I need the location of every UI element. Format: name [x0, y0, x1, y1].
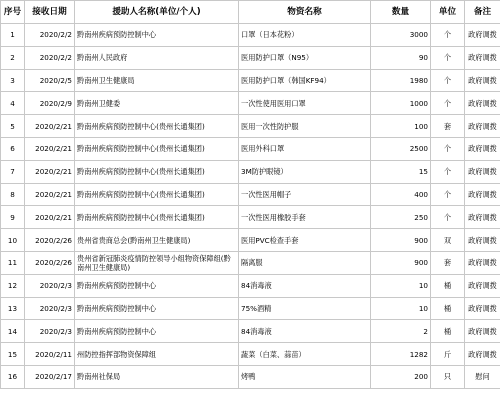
row-donor: 黔南州疾病预防控制中心 — [75, 320, 239, 343]
row-number: 14 — [1, 320, 25, 343]
row-number: 6 — [1, 137, 25, 160]
row-item: 一次性使用医用口罩 — [239, 92, 371, 115]
row-note: 政府调拨 — [465, 115, 500, 138]
row-unit: 个 — [431, 183, 465, 206]
row-item: 口罩（日本花粉） — [239, 24, 371, 47]
row-note: 政府调拨 — [465, 343, 500, 366]
row-date: 2020/2/3 — [25, 320, 75, 343]
row-quantity: 15 — [371, 160, 431, 183]
row-item: 84消毒液 — [239, 274, 371, 297]
row-note: 政府调拨 — [465, 297, 500, 320]
row-quantity: 3000 — [371, 24, 431, 47]
row-item: 3M防护眼镜） — [239, 160, 371, 183]
row-note: 政府调拨 — [465, 24, 500, 47]
row-quantity: 10 — [371, 274, 431, 297]
row-number: 3 — [1, 69, 25, 92]
row-number: 11 — [1, 251, 25, 274]
row-note: 政府调拨 — [465, 206, 500, 229]
row-date: 2020/2/2 — [25, 46, 75, 69]
row-unit: 桶 — [431, 297, 465, 320]
row-unit: 套 — [431, 251, 465, 274]
row-quantity: 400 — [371, 183, 431, 206]
row-item: 烤鸭 — [239, 365, 371, 388]
row-quantity: 900 — [371, 229, 431, 252]
row-quantity: 200 — [371, 365, 431, 388]
row-number: 10 — [1, 229, 25, 252]
row-number: 4 — [1, 92, 25, 115]
row-note: 政府调拨 — [465, 320, 500, 343]
row-note: 政府调拨 — [465, 160, 500, 183]
row-date: 2020/2/21 — [25, 206, 75, 229]
table-row — [1, 365, 500, 388]
row-item: 75%酒精 — [239, 297, 371, 320]
header-no: 序号 — [1, 1, 25, 24]
row-note: 政府调拨 — [465, 46, 500, 69]
table-row — [1, 115, 500, 138]
row-unit: 个 — [431, 206, 465, 229]
row-quantity: 250 — [371, 206, 431, 229]
row-date: 2020/2/11 — [25, 343, 75, 366]
header-donor: 援助人名称(单位/个人) — [75, 1, 239, 24]
row-number: 13 — [1, 297, 25, 320]
table-row — [1, 320, 500, 343]
row-unit: 桶 — [431, 320, 465, 343]
row-donor: 黔南州疾病预防控制中心 — [75, 297, 239, 320]
row-unit: 斤 — [431, 343, 465, 366]
row-unit: 只 — [431, 365, 465, 388]
row-date: 2020/2/2 — [25, 24, 75, 47]
table-row — [1, 183, 500, 206]
row-donor: 黔南州卫健委 — [75, 92, 239, 115]
row-donor: 黔南州疾病预防控制中心(贵州长通集团) — [75, 183, 239, 206]
row-quantity: 2500 — [371, 137, 431, 160]
row-unit: 个 — [431, 24, 465, 47]
table-row — [1, 92, 500, 115]
row-unit: 个 — [431, 92, 465, 115]
row-donor: 州防控指挥部物资保障组 — [75, 343, 239, 366]
row-note: 政府调拨 — [465, 274, 500, 297]
row-date: 2020/2/26 — [25, 229, 75, 252]
row-date: 2020/2/3 — [25, 297, 75, 320]
row-item: 医用外科口罩 — [239, 137, 371, 160]
table-row — [1, 274, 500, 297]
row-quantity: 1282 — [371, 343, 431, 366]
row-item: 医用防护口罩（韩国KF94） — [239, 69, 371, 92]
row-note: 政府调拨 — [465, 69, 500, 92]
row-number: 15 — [1, 343, 25, 366]
row-number: 12 — [1, 274, 25, 297]
row-note: 政府调拨 — [465, 251, 500, 274]
row-donor: 贵州省贵商总会(黔南州卫生健康局) — [75, 229, 239, 252]
row-quantity: 90 — [371, 46, 431, 69]
row-quantity: 1000 — [371, 92, 431, 115]
row-donor: 黔南州疾病预防控制中心 — [75, 274, 239, 297]
table-row — [1, 69, 500, 92]
row-date: 2020/2/21 — [25, 160, 75, 183]
row-note: 政府调拨 — [465, 137, 500, 160]
row-date: 2020/2/9 — [25, 92, 75, 115]
row-number: 7 — [1, 160, 25, 183]
row-item: 医用PVC检查手套 — [239, 229, 371, 252]
table-row — [1, 206, 500, 229]
row-number: 1 — [1, 24, 25, 47]
row-donor: 贵州省新冠肺炎疫情防控领导小组物资保障组(黔南州卫生健康局) — [75, 251, 239, 274]
table-row — [1, 137, 500, 160]
table-row — [1, 160, 500, 183]
row-note: 慰问 — [465, 365, 500, 388]
header-note: 备注 — [465, 1, 500, 24]
row-number: 16 — [1, 365, 25, 388]
row-unit: 个 — [431, 137, 465, 160]
row-item: 医用一次性防护服 — [239, 115, 371, 138]
row-quantity: 10 — [371, 297, 431, 320]
row-number: 5 — [1, 115, 25, 138]
row-number: 2 — [1, 46, 25, 69]
table-row — [1, 46, 500, 69]
row-note: 政府调拨 — [465, 229, 500, 252]
header-unit: 单位 — [431, 1, 465, 24]
row-unit: 个 — [431, 46, 465, 69]
row-quantity: 2 — [371, 320, 431, 343]
row-date: 2020/2/21 — [25, 137, 75, 160]
table-header-row — [1, 1, 500, 24]
row-quantity: 900 — [371, 251, 431, 274]
row-quantity: 100 — [371, 115, 431, 138]
row-donor: 黔南州疾病预防控制中心(贵州长通集团) — [75, 115, 239, 138]
row-note: 政府调拨 — [465, 92, 500, 115]
table-row — [1, 297, 500, 320]
row-item: 84消毒液 — [239, 320, 371, 343]
row-date: 2020/2/5 — [25, 69, 75, 92]
row-unit: 套 — [431, 115, 465, 138]
row-donor: 黔南州疾病预防控制中心(贵州长通集团) — [75, 206, 239, 229]
row-number: 8 — [1, 183, 25, 206]
row-donor: 黔南州疾病预防控制中心(贵州长通集团) — [75, 160, 239, 183]
row-donor: 黔南州卫生健康局 — [75, 69, 239, 92]
row-item: 隔离服 — [239, 251, 371, 274]
row-quantity: 1980 — [371, 69, 431, 92]
row-item: 蔬菜（白菜、蒜苗） — [239, 343, 371, 366]
row-date: 2020/2/26 — [25, 251, 75, 274]
row-donor: 黔南州疾病预防控制中心 — [75, 24, 239, 47]
row-date: 2020/2/21 — [25, 115, 75, 138]
row-note: 政府调拨 — [465, 183, 500, 206]
row-number: 9 — [1, 206, 25, 229]
row-item: 一次性医用橡胶手套 — [239, 206, 371, 229]
row-donor: 黔南州社保局 — [75, 365, 239, 388]
row-date: 2020/2/17 — [25, 365, 75, 388]
table-row — [1, 24, 500, 47]
row-unit: 双 — [431, 229, 465, 252]
row-date: 2020/2/3 — [25, 274, 75, 297]
table-row — [1, 229, 500, 252]
row-donor: 黔南州人民政府 — [75, 46, 239, 69]
row-unit: 个 — [431, 69, 465, 92]
table-row — [1, 251, 500, 274]
row-donor: 黔南州疾病预防控制中心(贵州长通集团) — [75, 137, 239, 160]
header-date: 接收日期 — [25, 1, 75, 24]
table-row — [1, 343, 500, 366]
row-unit: 个 — [431, 160, 465, 183]
header-quantity: 数量 — [371, 1, 431, 24]
row-item: 一次性医用帽子 — [239, 183, 371, 206]
row-item: 医用防护口罩（N95） — [239, 46, 371, 69]
row-date: 2020/2/21 — [25, 183, 75, 206]
header-item: 物资名称 — [239, 1, 371, 24]
row-unit: 桶 — [431, 274, 465, 297]
